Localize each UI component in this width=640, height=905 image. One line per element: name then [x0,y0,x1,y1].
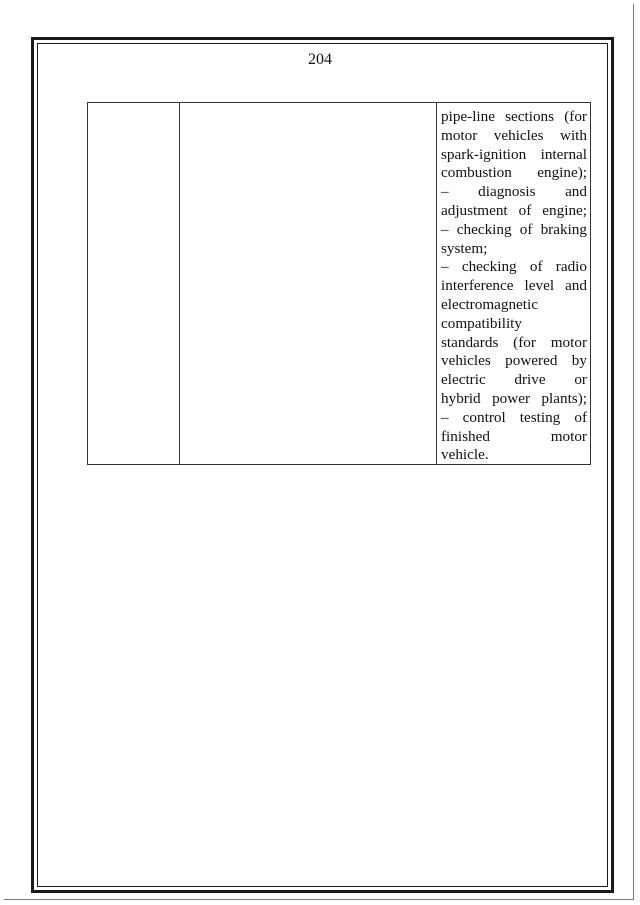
table-cell-col3-text [441,108,587,465]
text-line: electric drive or [441,371,587,389]
text-line: – diagnosis and [441,183,587,201]
text-line: system; [441,239,488,257]
text-line: vehicle. [441,446,489,464]
content-table [87,102,591,465]
text-line: compatibility [441,314,522,332]
text-line: hybrid power plants); [441,389,587,407]
text-line: – control testing of [441,408,587,426]
text-line: standards (for motor [441,333,587,351]
text-line: interference level and [441,277,587,295]
text-line: – checking of radio [441,258,587,276]
table-cell-col2 [180,103,437,464]
text-line: pipe-line sections (for [441,108,587,125]
table-cell-col3 [437,103,590,464]
text-line: – checking of braking [441,220,587,238]
table-cell-col1 [88,103,180,464]
text-line: vehicles powered by [441,352,587,370]
text-line: finished motor [441,427,587,445]
page-number: 204 [308,51,332,68]
text-line: adjustment of engine; [441,201,587,219]
text-line: combustion engine); [441,164,587,182]
text-line: spark-ignition internal [441,145,587,163]
text-line: motor vehicles with [441,126,587,144]
text-line: electromagnetic [441,295,538,313]
